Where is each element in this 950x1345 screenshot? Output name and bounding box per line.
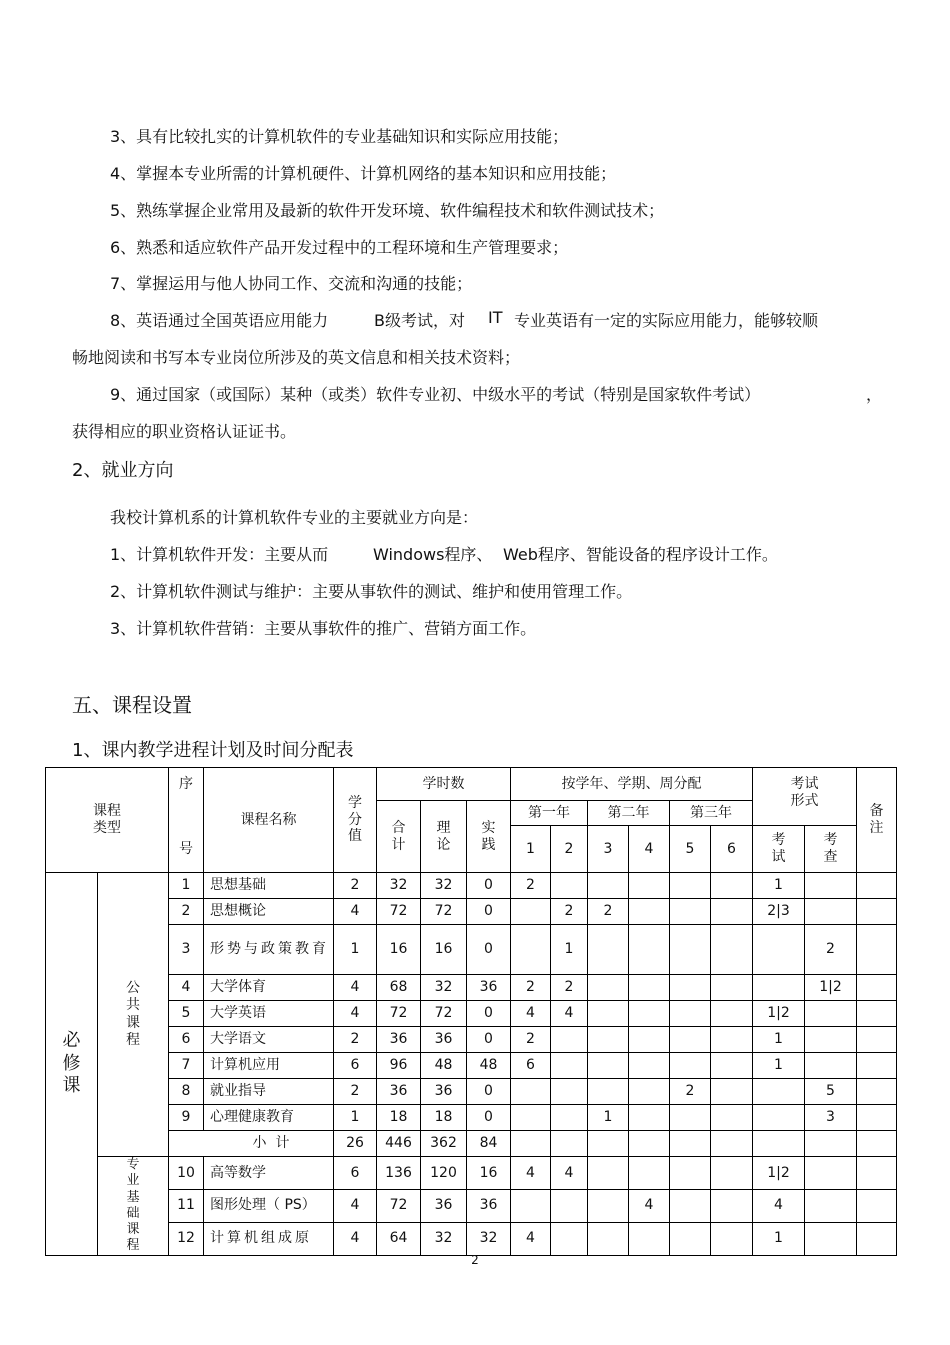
theory-hours-cell: 120 [421, 1157, 467, 1190]
exam-cell: 1 [753, 1027, 805, 1053]
theory-hours-cell: 32 [421, 975, 467, 1001]
empty-cell [857, 1131, 897, 1157]
empty-cell [670, 1131, 711, 1157]
theory-hours-cell: 72 [421, 899, 467, 925]
credit-cell: 2 [334, 873, 377, 899]
subtotal-row [46, 1131, 897, 1157]
total-hours-cell: 32 [377, 873, 421, 899]
term-2-cell: 4 [551, 1001, 588, 1027]
seq-cell: 10 [169, 1157, 204, 1190]
term-5-cell [670, 1105, 711, 1131]
exam-form-header: 考试 形式 [753, 768, 857, 826]
practice-hours-cell: 36 [467, 1189, 511, 1222]
seq-cell: 7 [169, 1053, 204, 1079]
theory-hours-cell: 36 [421, 1027, 467, 1053]
term-5-cell [670, 899, 711, 925]
term-5-cell [670, 1027, 711, 1053]
employment-item-2: 2、计算机软件测试与维护：主要从事软件的测试、维护和使用管理工作。 [110, 582, 633, 601]
course-row [46, 1027, 897, 1053]
term-1-cell: 4 [511, 1222, 551, 1255]
term-6-cell [711, 925, 753, 975]
course-name-cell: 大学体育 [204, 975, 334, 1001]
seq-header [169, 768, 204, 873]
remark-cell [857, 1079, 897, 1105]
term-2-cell: 4 [551, 1157, 588, 1190]
term-5-cell [670, 925, 711, 975]
term-1-cell [511, 1105, 551, 1131]
empty-cell [511, 1131, 551, 1157]
total-hours-cell: 18 [377, 1105, 421, 1131]
term-4-cell [629, 1001, 670, 1027]
exam-header: 考 试 [753, 826, 805, 873]
exam-cell: 1|2 [753, 1001, 805, 1027]
total-hours-cell: 446 [377, 1131, 421, 1157]
term-6-cell [711, 975, 753, 1001]
check-cell [805, 873, 857, 899]
employment-item-1-part-a: 1、计算机软件开发：主要从而 [110, 545, 329, 564]
check-cell [805, 899, 857, 925]
exam-cell: 1 [753, 1053, 805, 1079]
check-cell: 3 [805, 1105, 857, 1131]
practice-hours-cell: 48 [467, 1053, 511, 1079]
section5-subheading: 1、课内教学进程计划及时间分配表 [72, 740, 354, 761]
seq-cell: 8 [169, 1079, 204, 1105]
course-row [46, 1189, 897, 1222]
seq-cell: 11 [169, 1189, 204, 1222]
term-3-cell [588, 1079, 629, 1105]
year1-header: 第一年 [511, 801, 588, 826]
term-4-cell [629, 873, 670, 899]
skill-item-4: 4、掌握本专业所需的计算机硬件、计算机网络的基本知识和应用技能； [110, 164, 617, 183]
required-group-text: 必修课 [62, 1030, 81, 1096]
term-5-cell [670, 1157, 711, 1190]
term-1-cell: 2 [511, 975, 551, 1001]
basic-group-text: 专业基础课程 [126, 1157, 140, 1254]
empty-cell [805, 1131, 857, 1157]
term-3-cell [588, 925, 629, 975]
term-6-cell [711, 1105, 753, 1131]
course-name-cell: 大学语文 [204, 1027, 334, 1053]
course-row [46, 899, 897, 925]
credit-cell: 26 [334, 1131, 377, 1157]
year3-header: 第三年 [670, 801, 753, 826]
seq-cell: 1 [169, 873, 204, 899]
term-4-cell [629, 975, 670, 1001]
course-row [46, 975, 897, 1001]
term-2-cell [551, 1053, 588, 1079]
check-cell [805, 1222, 857, 1255]
term-5-cell [670, 1001, 711, 1027]
credit-cell: 4 [334, 1222, 377, 1255]
term-2-cell [551, 1222, 588, 1255]
term-1-cell: 2 [511, 1027, 551, 1053]
course-row [46, 1079, 897, 1105]
credit-cell: 4 [334, 899, 377, 925]
remark-cell [857, 925, 897, 975]
term-1-cell: 4 [511, 1001, 551, 1027]
total-hours-cell: 68 [377, 975, 421, 1001]
practice-hours-cell: 16 [467, 1157, 511, 1190]
term-4-cell [629, 1053, 670, 1079]
term-5-cell [670, 975, 711, 1001]
page-number: 2 [471, 1253, 479, 1267]
term-1-cell [511, 1189, 551, 1222]
term-4-header: 4 [629, 826, 670, 873]
credit-cell: 6 [334, 1053, 377, 1079]
theory-hours-cell: 36 [421, 1079, 467, 1105]
term-5-cell [670, 1222, 711, 1255]
seq-header-top: 序 [179, 776, 193, 792]
term-3-cell [588, 1157, 629, 1190]
required-group-label [46, 873, 98, 1256]
skill-item-8-part-c: IT [488, 308, 503, 327]
practice-hours-cell: 0 [467, 873, 511, 899]
seq-cell: 12 [169, 1222, 204, 1255]
empty-cell [588, 1131, 629, 1157]
skill-item-9-part-a: 9、通过国家（或国际）某种（或类）软件专业初、中级水平的考试（特别是国家软件考试） [110, 385, 761, 404]
theory-hours-header: 理 论 [421, 801, 467, 873]
total-hours-cell: 64 [377, 1222, 421, 1255]
term-4-cell [629, 1079, 670, 1105]
credit-cell: 2 [334, 1079, 377, 1105]
hours-header: 学时数 [377, 768, 511, 801]
credit-cell: 1 [334, 1105, 377, 1131]
term-5-cell [670, 1053, 711, 1079]
term-6-cell [711, 1157, 753, 1190]
practice-hours-cell: 32 [467, 1222, 511, 1255]
exam-cell [753, 1105, 805, 1131]
term-3-cell [588, 873, 629, 899]
theory-hours-cell: 72 [421, 1001, 467, 1027]
seq-cell: 6 [169, 1027, 204, 1053]
course-row [46, 925, 897, 975]
course-name-cell: 高等数学 [204, 1157, 334, 1190]
credit-cell: 6 [334, 1157, 377, 1190]
term-5-cell [670, 873, 711, 899]
total-hours-header: 合 计 [377, 801, 421, 873]
course-plan-table [45, 767, 897, 1256]
check-cell [805, 1001, 857, 1027]
remark-cell [857, 975, 897, 1001]
practice-hours-cell: 0 [467, 899, 511, 925]
course-name-cell: 形势与政策教育 [204, 925, 334, 975]
term-5-cell: 2 [670, 1079, 711, 1105]
practice-hours-cell: 0 [467, 1105, 511, 1131]
employment-item-1-part-b: Windows程序、 [373, 545, 493, 564]
check-header: 考 查 [805, 826, 857, 873]
distribution-header: 按学年、学期、周分配 [511, 768, 753, 801]
term-2-header: 2 [551, 826, 588, 873]
remark-header: 备 注 [857, 768, 897, 873]
total-hours-cell: 16 [377, 925, 421, 975]
empty-cell [753, 1131, 805, 1157]
empty-cell [629, 1131, 670, 1157]
year2-header: 第二年 [588, 801, 670, 826]
term-6-cell [711, 1053, 753, 1079]
skill-item-5: 5、熟练掌握企业常用及最新的软件开发环境、软件编程技术和软件测试技术； [110, 201, 665, 220]
term-4-cell [629, 1027, 670, 1053]
skill-item-9-part-c: 获得相应的职业资格认证证书。 [72, 422, 297, 441]
employment-item-3: 3、计算机软件营销：主要从事软件的推广、营销方面工作。 [110, 619, 537, 638]
total-hours-cell: 36 [377, 1027, 421, 1053]
theory-hours-cell: 32 [421, 1222, 467, 1255]
remark-cell [857, 1157, 897, 1190]
practice-hours-header: 实 践 [467, 801, 511, 873]
practice-hours-cell: 36 [467, 975, 511, 1001]
empty-cell [551, 1131, 588, 1157]
course-row [46, 1053, 897, 1079]
term-1-cell: 2 [511, 873, 551, 899]
course-name-cell: 思想概论 [204, 899, 334, 925]
remark-cell [857, 1222, 897, 1255]
term-2-cell [551, 1105, 588, 1131]
term-3-header: 3 [588, 826, 629, 873]
check-cell [805, 1157, 857, 1190]
empty-cell [711, 1131, 753, 1157]
theory-hours-cell: 36 [421, 1189, 467, 1222]
term-3-cell [588, 1053, 629, 1079]
term-3-cell [588, 1001, 629, 1027]
theory-hours-cell: 48 [421, 1053, 467, 1079]
skill-item-6: 6、熟悉和适应软件产品开发过程中的工程环境和生产管理要求； [110, 238, 569, 257]
term-3-cell [588, 1189, 629, 1222]
term-4-cell [629, 1157, 670, 1190]
term-2-cell: 2 [551, 899, 588, 925]
check-cell: 1|2 [805, 975, 857, 1001]
term-5-header: 5 [670, 826, 711, 873]
exam-cell: 1 [753, 1222, 805, 1255]
practice-hours-cell: 0 [467, 925, 511, 975]
total-hours-cell: 36 [377, 1079, 421, 1105]
term-6-cell [711, 1001, 753, 1027]
seq-cell: 2 [169, 899, 204, 925]
course-row [46, 1157, 897, 1190]
term-4-cell [629, 1222, 670, 1255]
term-3-cell [588, 975, 629, 1001]
term-2-cell [551, 1189, 588, 1222]
remark-cell [857, 1053, 897, 1079]
course-rows [46, 873, 897, 1256]
employment-intro: 我校计算机系的计算机软件专业的主要就业方向是： [110, 508, 479, 527]
credit-cell: 4 [334, 1001, 377, 1027]
public-group-label [98, 873, 169, 1157]
practice-hours-cell: 84 [467, 1131, 511, 1157]
check-cell [805, 1027, 857, 1053]
check-cell: 5 [805, 1079, 857, 1105]
skill-item-8-part-b: B级考试，对 [374, 311, 465, 330]
check-cell [805, 1189, 857, 1222]
course-name-cell: 计算机应用 [204, 1053, 334, 1079]
practice-hours-cell: 0 [467, 1079, 511, 1105]
employment-heading: 2、就业方向 [72, 460, 174, 481]
course-row [46, 1222, 897, 1255]
term-6-cell [711, 1189, 753, 1222]
subtotal-label: 小 计 [169, 1131, 334, 1157]
term-6-cell [711, 899, 753, 925]
term-1-cell: 6 [511, 1053, 551, 1079]
basic-group-label [98, 1157, 169, 1256]
seq-cell: 4 [169, 975, 204, 1001]
remark-cell [857, 899, 897, 925]
theory-hours-cell: 18 [421, 1105, 467, 1131]
header-row-1 [46, 768, 897, 801]
skill-item-3: 3、具有比较扎实的计算机软件的专业基础知识和实际应用技能； [110, 127, 569, 146]
exam-cell [753, 925, 805, 975]
term-4-cell [629, 925, 670, 975]
course-row [46, 1001, 897, 1027]
seq-cell: 5 [169, 1001, 204, 1027]
term-6-header: 6 [711, 826, 753, 873]
exam-cell [753, 1079, 805, 1105]
course-row [46, 1105, 897, 1131]
term-1-header: 1 [511, 826, 551, 873]
credit-cell: 2 [334, 1027, 377, 1053]
credit-cell: 4 [334, 1189, 377, 1222]
term-2-cell [551, 1079, 588, 1105]
term-3-cell: 1 [588, 1105, 629, 1131]
course-name-cell: 思想基础 [204, 873, 334, 899]
exam-cell: 1|2 [753, 1157, 805, 1190]
seq-cell: 3 [169, 925, 204, 975]
credit-header: 学 分 值 [334, 768, 377, 873]
exam-cell: 1 [753, 873, 805, 899]
skill-item-9-part-b: ， [866, 385, 883, 404]
credit-cell: 1 [334, 925, 377, 975]
course-row [46, 873, 897, 899]
exam-cell: 4 [753, 1189, 805, 1222]
course-name-header: 课程名称 [204, 768, 334, 873]
practice-hours-cell: 0 [467, 1027, 511, 1053]
course-type-header: 课程 类型 [46, 768, 169, 873]
check-cell [805, 1053, 857, 1079]
term-6-cell [711, 1027, 753, 1053]
term-6-cell [711, 1079, 753, 1105]
term-6-cell [711, 1222, 753, 1255]
term-6-cell [711, 873, 753, 899]
total-hours-cell: 72 [377, 1189, 421, 1222]
term-4-cell: 4 [629, 1189, 670, 1222]
theory-hours-cell: 362 [421, 1131, 467, 1157]
term-2-cell [551, 873, 588, 899]
theory-hours-cell: 32 [421, 873, 467, 899]
total-hours-cell: 136 [377, 1157, 421, 1190]
total-hours-cell: 72 [377, 1001, 421, 1027]
course-name-cell: 心理健康教育 [204, 1105, 334, 1131]
course-name-cell: 图形处理（ PS） [204, 1189, 334, 1222]
exam-cell: 2|3 [753, 899, 805, 925]
term-2-cell [551, 1027, 588, 1053]
public-group-text: 公共课程 [126, 979, 140, 1048]
total-hours-cell: 72 [377, 899, 421, 925]
term-2-cell: 1 [551, 925, 588, 975]
seq-cell: 9 [169, 1105, 204, 1131]
term-1-cell [511, 925, 551, 975]
course-name-cell: 大学英语 [204, 1001, 334, 1027]
term-3-cell [588, 1027, 629, 1053]
course-name-cell: 计算机组成原 [204, 1222, 334, 1255]
skill-item-8-part-d: 专业英语有一定的实际应用能力，能够较顺 [514, 311, 819, 330]
total-hours-cell: 96 [377, 1053, 421, 1079]
section5-heading: 五、课程设置 [72, 693, 192, 717]
remark-cell [857, 1189, 897, 1222]
term-3-cell [588, 1222, 629, 1255]
skill-item-8-part-e: 畅地阅读和书写本专业岗位所涉及的英文信息和相关技术资料； [72, 348, 521, 367]
remark-cell [857, 873, 897, 899]
remark-cell [857, 1027, 897, 1053]
term-1-cell: 4 [511, 1157, 551, 1190]
credit-cell: 4 [334, 975, 377, 1001]
remark-cell [857, 1105, 897, 1131]
course-name-cell: 就业指导 [204, 1079, 334, 1105]
exam-cell [753, 975, 805, 1001]
theory-hours-cell: 16 [421, 925, 467, 975]
check-cell: 2 [805, 925, 857, 975]
term-4-cell [629, 1105, 670, 1131]
term-5-cell [670, 1189, 711, 1222]
term-3-cell: 2 [588, 899, 629, 925]
skill-item-7: 7、掌握运用与他人协同工作、交流和沟通的技能； [110, 274, 473, 293]
term-1-cell [511, 1079, 551, 1105]
practice-hours-cell: 0 [467, 1001, 511, 1027]
term-4-cell [629, 899, 670, 925]
employment-item-1-part-c: Web程序、智能设备的程序设计工作。 [503, 545, 778, 564]
term-1-cell [511, 899, 551, 925]
term-2-cell: 2 [551, 975, 588, 1001]
skill-item-8-part-a: 8、英语通过全国英语应用能力 [110, 311, 329, 330]
remark-cell [857, 1001, 897, 1027]
seq-header-bottom: 号 [179, 840, 193, 857]
